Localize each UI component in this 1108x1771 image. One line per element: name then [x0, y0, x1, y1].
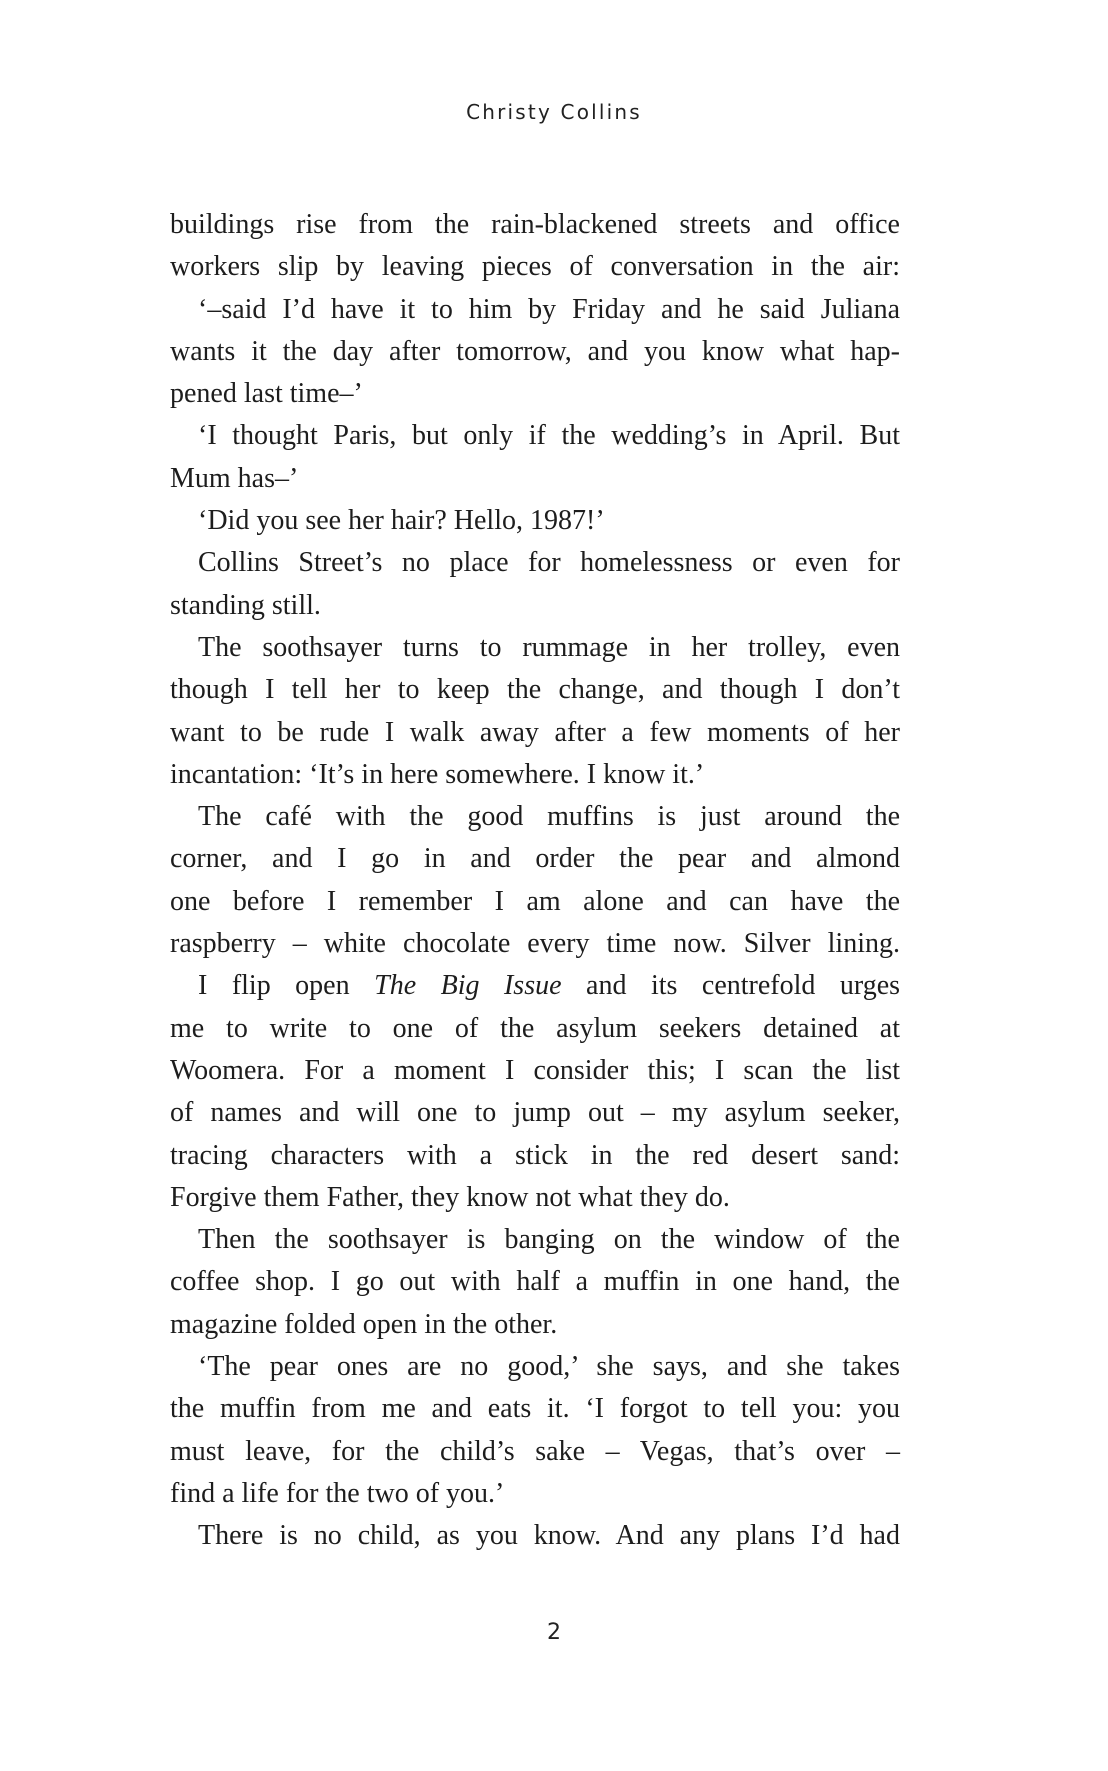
- text-line: ‘–said I’d have it to him by Friday and he said Juliana: [198, 293, 900, 325]
- text-line: tracing characters with a stick in the red desert sand:: [170, 1139, 900, 1171]
- text-line: though I tell her to keep the change, and though I don’t: [170, 674, 900, 706]
- text-line: workers slip by leaving pieces of conversation in the air:: [170, 251, 900, 283]
- text-line: standing still.: [170, 589, 321, 621]
- text-line: Then the soothsayer is banging on the window of the: [198, 1224, 900, 1256]
- text-line: pened last time–’: [170, 378, 363, 410]
- text-line: buildings rise from the rain-blackened streets and office: [170, 209, 900, 240]
- text-line: of names and will one to jump out – my asylum seeker,: [170, 1097, 900, 1129]
- running-head: Christy Collins: [466, 100, 642, 124]
- text-line: ‘Did you see her hair? Hello, 1987!’: [198, 505, 605, 537]
- text-line: magazine folded open in the other.: [170, 1308, 558, 1340]
- text-span: and its centrefold urges: [586, 970, 901, 1002]
- text-line: must leave, for the child’s sake – Vegas, that’s over –: [170, 1435, 900, 1467]
- text-line: incantation: ‘It’s in here somewhere. I know it.’: [170, 758, 705, 790]
- magazine-title: The Big Issue: [374, 970, 562, 1002]
- text-line: ‘The pear ones are no good,’ she says, and she takes: [198, 1351, 900, 1383]
- text-line: find a life for the two of you.’: [170, 1477, 505, 1509]
- body-text: [170, 204, 900, 1558]
- text-span: I flip open: [198, 970, 350, 1002]
- text-line: one before I remember I am alone and can have the: [170, 885, 900, 917]
- text-line: raspberry – white chocolate every time now. Silver lining.: [170, 928, 900, 960]
- text-line: coffee shop. I go out with half a muffin in one hand, the: [170, 1266, 900, 1298]
- text-line: me to write to one of the asylum seekers detained at: [170, 1012, 900, 1044]
- text-line: The soothsayer turns to rummage in her trolley, even: [198, 631, 900, 663]
- text-line: corner, and I go in and order the pear and almond: [170, 843, 900, 875]
- text-line: want to be rude I walk away after a few moments of her: [170, 716, 900, 748]
- italic-quote-line: Forgive them Father, they know not what they do.: [170, 1181, 730, 1213]
- text-line: Collins Street’s no place for homelessness or even for: [198, 547, 900, 579]
- text-line: wants it the day after tomorrow, and you know what hap-: [170, 335, 900, 367]
- text-line: Woomera. For a moment I consider this; I scan the list: [170, 1054, 900, 1086]
- text-line: the muffin from me and eats it. ‘I forgot to tell you: you: [170, 1393, 900, 1425]
- text-line: [170, 965, 900, 1007]
- text-line: There is no child, as you know. And any plans I’d had: [198, 1520, 900, 1552]
- page-number: 2: [547, 1620, 561, 1645]
- text-line: The café with the good muffins is just around the: [198, 801, 900, 833]
- text-line: Mum has–’: [170, 462, 299, 494]
- text-line: ‘I thought Paris, but only if the wedding’s in April. But: [198, 420, 900, 452]
